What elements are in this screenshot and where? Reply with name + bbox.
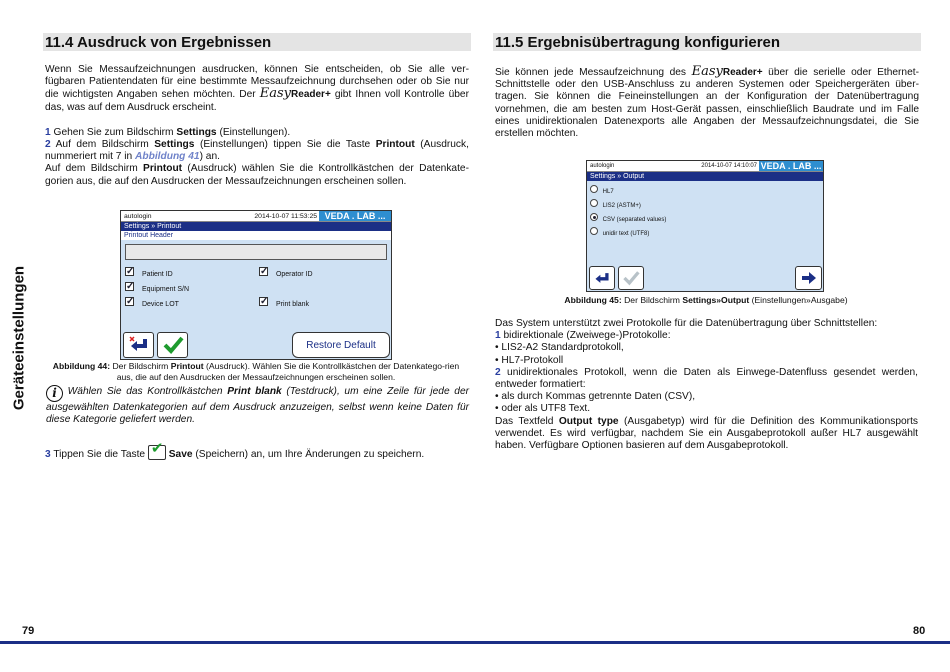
step-keyword: Settings [176, 126, 217, 138]
checkbox-print-blank[interactable] [259, 297, 313, 312]
confirm-button[interactable] [618, 266, 644, 290]
step-number: 2 [45, 139, 51, 151]
info-icon: i [46, 385, 63, 402]
sidebar-chapter-title [5, 258, 33, 418]
screen-datetime: 2014-10-07 14:10:07 [701, 163, 757, 169]
output-intro-paragraph [495, 66, 919, 140]
section-heading-11-4: 11.4 Ausdruck von Ergebnissen [43, 33, 471, 51]
radio-unidir-text[interactable] [590, 227, 666, 241]
back-arrow-icon [128, 336, 150, 354]
screen-datetime: 2014-10-07 11:53:25 [254, 212, 317, 220]
body-text: Das Textfeld [495, 415, 554, 427]
radio-label: unidir text (UTF8) [602, 231, 650, 237]
bullet-utf8: • oder als UTF8 Text. [495, 403, 591, 415]
brand-script: Easy [259, 86, 292, 102]
checkbox-operator-id[interactable] [259, 267, 313, 282]
screen-status-bar [121, 211, 391, 222]
save-button[interactable] [157, 332, 188, 358]
checkbox-label: Equipment S/N [141, 286, 190, 293]
caption-text: (Einstellungen»Ausgabe) [751, 295, 848, 305]
step-keyword: Settings [154, 139, 195, 151]
checkbox-label: Operator ID [275, 271, 313, 278]
body-keyword: Output type [558, 415, 619, 427]
screen-status-bar [587, 161, 823, 172]
step-text: (Einstellungen) tippen Sie die Taste [199, 139, 371, 151]
page-number-left: 79 [22, 625, 35, 637]
step-text: Gehen Sie zum Bildschirm [53, 126, 174, 138]
note-text: Wählen Sie das Kontrollkästchen [67, 386, 223, 397]
intro-text-1: Wenn Sie Messaufzeichnungen ausdrucken, können Sie entscheiden, ob Sie alle ver-fügbaren Patientendaten für eine bestimmte Messaufzeichnung durchsehen oder ob Sie nur die wichtigsten Angaben sehen möchten. Der [45, 64, 469, 101]
item-text: unidirektionales Protokoll, wenn die Daten als Einwege-Datenfluss gesendet werden, entweder formatiert: [495, 366, 918, 391]
output-screen [586, 160, 824, 292]
bullet-csv: • als durch Kommas getrennte Daten (CSV), [495, 391, 696, 403]
info-note [46, 385, 469, 426]
step-1 [45, 127, 469, 139]
save-checkmark-icon [148, 445, 166, 460]
brand-logo [692, 64, 763, 79]
intro-text: Sie können jede Messaufzeichnung des [495, 67, 687, 78]
brand-logo [260, 86, 331, 101]
checkbox-column-right [259, 267, 313, 312]
screen-user: autologin [124, 212, 152, 220]
checkbox-label: Print blank [275, 301, 310, 308]
chapter-title-text: Geräteeinstellungen [10, 265, 28, 411]
restore-default-label: Restore Default [306, 339, 376, 351]
brand-bold: Reader+ [722, 67, 763, 78]
protocols-section [495, 318, 918, 452]
screen-user: autologin [590, 163, 615, 169]
radio-csv[interactable] [590, 213, 666, 227]
intro-text-2: gibt Ihnen voll Kontrolle über das, was auf dem Ausdruck erscheint. [45, 89, 469, 113]
step-text: (Speichern) an, um Ihre Änderungen zu speichern. [195, 449, 425, 460]
caption-keyword: Settings»Output [682, 295, 750, 305]
radio-label: CSV (separated values) [602, 217, 667, 223]
step-text: Auf dem Bildschirm [45, 163, 138, 175]
note-text: (Testdruck), um eine Zeile für jede der ausgewählten Datenkategorien auf dem Ausdruck anzuzeigen, selbst wenn keine Daten für diese Kategorie geliefert werden. [46, 386, 469, 426]
printout-header-input[interactable] [125, 244, 387, 260]
figure-44-caption [46, 361, 466, 382]
output-type-paragraph [495, 416, 918, 453]
step-number: 3 [45, 449, 51, 460]
note-keyword: Print blank [227, 386, 282, 397]
checkbox-device-lot[interactable] [125, 297, 189, 312]
step-text: (Einstellungen). [219, 126, 291, 138]
protocols-intro: Das System unterstützt zwei Protokolle für die Datenübertragung über Schnittstellen: [495, 318, 878, 329]
step-text: (Ausdruck, nummeriert mit 7 in [45, 139, 469, 163]
item-number: 1 [495, 330, 501, 342]
checkbox-column-left [125, 267, 189, 312]
arrow-right-icon [800, 270, 818, 286]
footer-rule [0, 641, 950, 644]
back-arrow-icon [593, 270, 611, 286]
caption-text: (Ausdruck). Wählen Sie die Kontrollkästchen der Datenkatego-rien aus, die auf den Ausdrucken der Messaufzeichnungen erscheinen sollen. [116, 361, 460, 382]
figure-reference-link[interactable]: Abbildung 41 [135, 151, 200, 163]
step-2 [45, 139, 469, 188]
veda-lab-logo: VEDA . LAB ... [319, 211, 391, 221]
item-text: bidirektionale (Zweiwege-)Protokolle: [503, 330, 671, 342]
protocol-item-2 [495, 367, 918, 391]
checkbox-label: Patient ID [141, 271, 173, 278]
figure-45-caption [495, 295, 917, 306]
step-text: Auf dem Bildschirm [55, 139, 149, 151]
radio-hl7[interactable] [590, 185, 666, 199]
radio-label: LIS2 (ASTM+) [602, 203, 641, 209]
screen-breadcrumb: Settings » Printout [121, 222, 391, 231]
output-options-list [590, 185, 666, 241]
bullet-lis2: • LIS2-A2 Standardprotokoll, [495, 342, 624, 354]
caption-text: Der Bildschirm [624, 295, 680, 305]
step-text: (Ausdruck) wählen Sie die Kontrollkästchen der Datenkate-gorien aus, die auf den Ausdrucken der Messaufzeichnungen erscheinen sollen. [45, 163, 469, 187]
radio-lis2[interactable] [590, 199, 666, 213]
printout-header-label: Printout Header [121, 231, 391, 240]
step-text: ) an. [199, 151, 220, 163]
caption-keyword: Printout [170, 361, 204, 371]
step-3 [45, 445, 468, 461]
intro-text: über die serielle oder Ethernet-Schnittstelle oder den USB-Anschluss zu anderen Systemen oder Speichergeräten über-tragen. Sie können die Feineinstellungen an der Konfiguration der Datenübertragung vornehmen, die am besten zum Host-Gerät passen, einschließlich Baudrate und im Falle eines unidirektionalen Datenexports alle Angaben der Messaufzeichnungsdatei, die Sie erstellen möchten. [495, 67, 919, 140]
caption-text: Der Bildschirm [112, 361, 169, 371]
brand-bold: Reader+ [291, 89, 331, 101]
radio-label: HL7 [602, 189, 614, 195]
checkmark-icon [162, 336, 184, 354]
left-column [43, 33, 471, 188]
body-text: (Ausgabetyp) wird für die Definition des Kommunikationsports verwendet. Es wird verfügbar, nachdem Sie ein Ausgabeprotokoll außer HL7 ausgewählt haben. Verfügbare Optionen basieren auf dem Ausgabeprotokoll. [495, 415, 919, 452]
protocol-item-1 [495, 330, 918, 342]
checkbox-equipment-sn[interactable] [125, 282, 189, 297]
back-button[interactable] [123, 332, 154, 358]
step-text: Tippen Sie die Taste [53, 449, 146, 460]
right-column [493, 33, 921, 140]
brand-script: Easy [691, 64, 723, 79]
checkmark-icon [622, 270, 640, 286]
restore-default-button[interactable] [292, 332, 390, 358]
section-heading-11-5: 11.5 Ergebnisübertragung konfigurieren [493, 33, 921, 51]
bullet-hl7: • HL7-Protokoll [495, 354, 564, 366]
step-number: 1 [45, 126, 51, 138]
step-keyword: Save [168, 449, 193, 460]
next-button[interactable] [795, 266, 822, 290]
caption-label: Abbildung 45: [564, 295, 622, 305]
checkbox-label: Device LOT [141, 301, 179, 308]
printout-screen [120, 210, 392, 360]
checkbox-patient-id[interactable] [125, 267, 189, 282]
screen-breadcrumb: Settings » Output [587, 172, 823, 181]
page-number-right: 80 [913, 625, 926, 637]
intro-paragraph [45, 64, 469, 114]
step-keyword: Printout [143, 163, 183, 175]
veda-lab-logo: VEDA . LAB ... [760, 161, 822, 171]
step-keyword: Printout [375, 139, 415, 151]
back-button[interactable] [589, 266, 615, 290]
caption-label: Abbildung 44: [52, 361, 111, 371]
item-number: 2 [495, 366, 501, 378]
